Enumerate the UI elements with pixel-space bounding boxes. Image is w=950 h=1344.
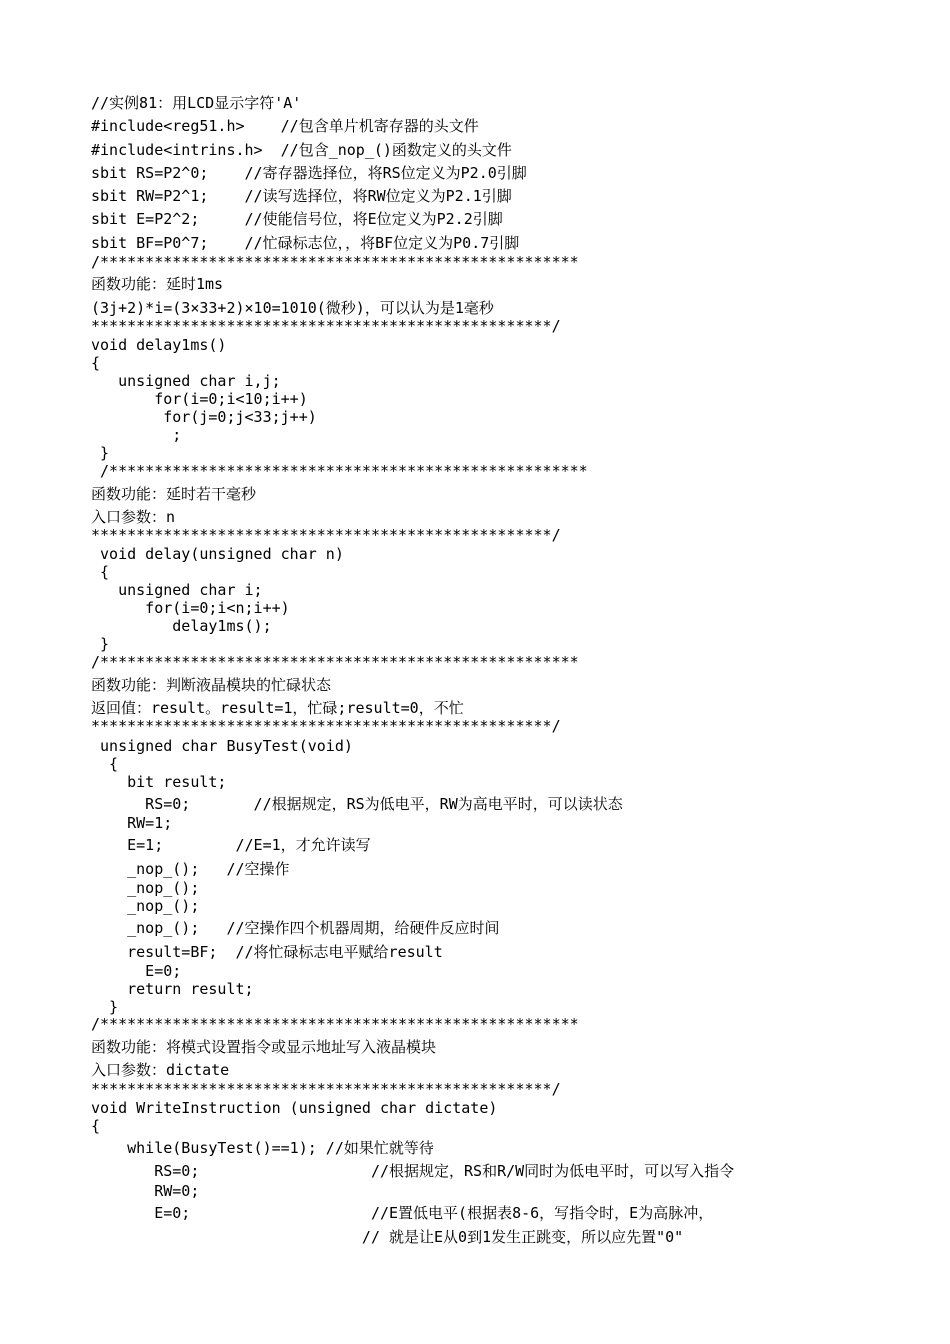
code-line: } [91,998,119,1016]
code-line: 入口参数：dictate [91,1061,230,1079]
code-line: _nop_(); //空操作四个机器周期，给硬件反应时间 [91,919,500,937]
code-line: 函数功能：延时1ms [91,275,224,293]
code-line: sbit BF=P0^7; //忙碌标志位，，将BF位定义为P0.7引脚 [91,234,520,252]
code-line: return result; [91,980,254,998]
code-line: result=BF; //将忙碌标志电平赋给result [91,943,443,961]
code-line: 返回值：result。result=1，忙碌;result=0，不忙 [91,699,464,717]
code-line: E=0; [91,962,182,980]
code-line: for(j=0;j<33;j++) [91,408,317,426]
code-line: #include<reg51.h> //包含单片机寄存器的头文件 [91,117,479,135]
code-line: 函数功能：判断液晶模块的忙碌状态 [91,676,332,694]
code-line: { [91,354,101,372]
code-line: RS=0; //根据规定，RS为低电平，RW为高电平时，可以读状态 [91,795,623,813]
comment-border: /***************************************************** [91,253,579,271]
code-line: { [91,563,110,581]
code-line: unsigned char i; [91,581,263,599]
code-line: _nop_(); [91,879,200,897]
code-line: RS=0; //根据规定，RS和R/W同时为低电平时，可以写入指令 [91,1162,735,1180]
code-line: bit result; [91,773,227,791]
code-line: RW=0; [91,1182,200,1200]
comment-border: ***************************************************/ [91,317,561,335]
code-line: unsigned char i,j; [91,372,281,390]
code-line: unsigned char BusyTest(void) [91,737,353,755]
code-line: _nop_(); [91,897,200,915]
code-line: 函数功能：延时若干毫秒 [91,485,257,503]
comment-border: ***************************************************/ [91,1080,561,1098]
code-line: sbit RS=P2^0; //寄存器选择位，将RS位定义为P2.0引脚 [91,164,527,182]
code-line: delay1ms(); [91,617,272,635]
code-line: ; [91,426,182,444]
comment-border: /***************************************************** [91,462,588,480]
code-line: sbit RW=P2^1; //读写选择位，将RW位定义为P2.1引脚 [91,187,512,205]
code-line: #include<intrins.h> //包含_nop_()函数定义的头文件 [91,141,512,159]
comment-border: /***************************************************** [91,653,579,671]
code-line: //实例81：用LCD显示字符'A' [91,94,302,112]
code-line: for(i=0;i<10;i++) [91,390,308,408]
comment-border: /***************************************************** [91,1015,579,1033]
code-line: (3j+2)*i=(3×33+2)×10=1010(微秒)，可以认为是1毫秒 [91,299,494,317]
code-line: RW=1; [91,814,173,832]
code-line: void WriteInstruction (unsigned char dictate) [91,1099,498,1117]
code-line: E=1; //E=1，才允许读写 [91,836,371,854]
code-line: sbit E=P2^2; //使能信号位，将E位定义为P2.2引脚 [91,210,503,228]
code-line: for(i=0;i<n;i++) [91,599,290,617]
code-line: while(BusyTest()==1); //如果忙就等待 [91,1139,434,1157]
comment-border: ***************************************************/ [91,526,561,544]
code-line: } [91,444,110,462]
code-line: { [91,755,119,773]
code-line: 函数功能：将模式设置指令或显示地址写入液晶模块 [91,1038,437,1056]
code-line: E=0; //E置低电平(根据表8-6，写指令时，E为高脉冲， [91,1204,714,1222]
code-line: } [91,635,110,653]
code-line: 入口参数：n [91,508,176,526]
code-line: void delay(unsigned char n) [91,545,344,563]
code-line: // 就是让E从0到1发生正跳变，所以应先置"0" [91,1228,684,1246]
code-line: void delay1ms() [91,336,227,354]
code-line: _nop_(); //空操作 [91,860,290,878]
comment-border: ***************************************************/ [91,717,561,735]
code-line: { [91,1117,101,1135]
